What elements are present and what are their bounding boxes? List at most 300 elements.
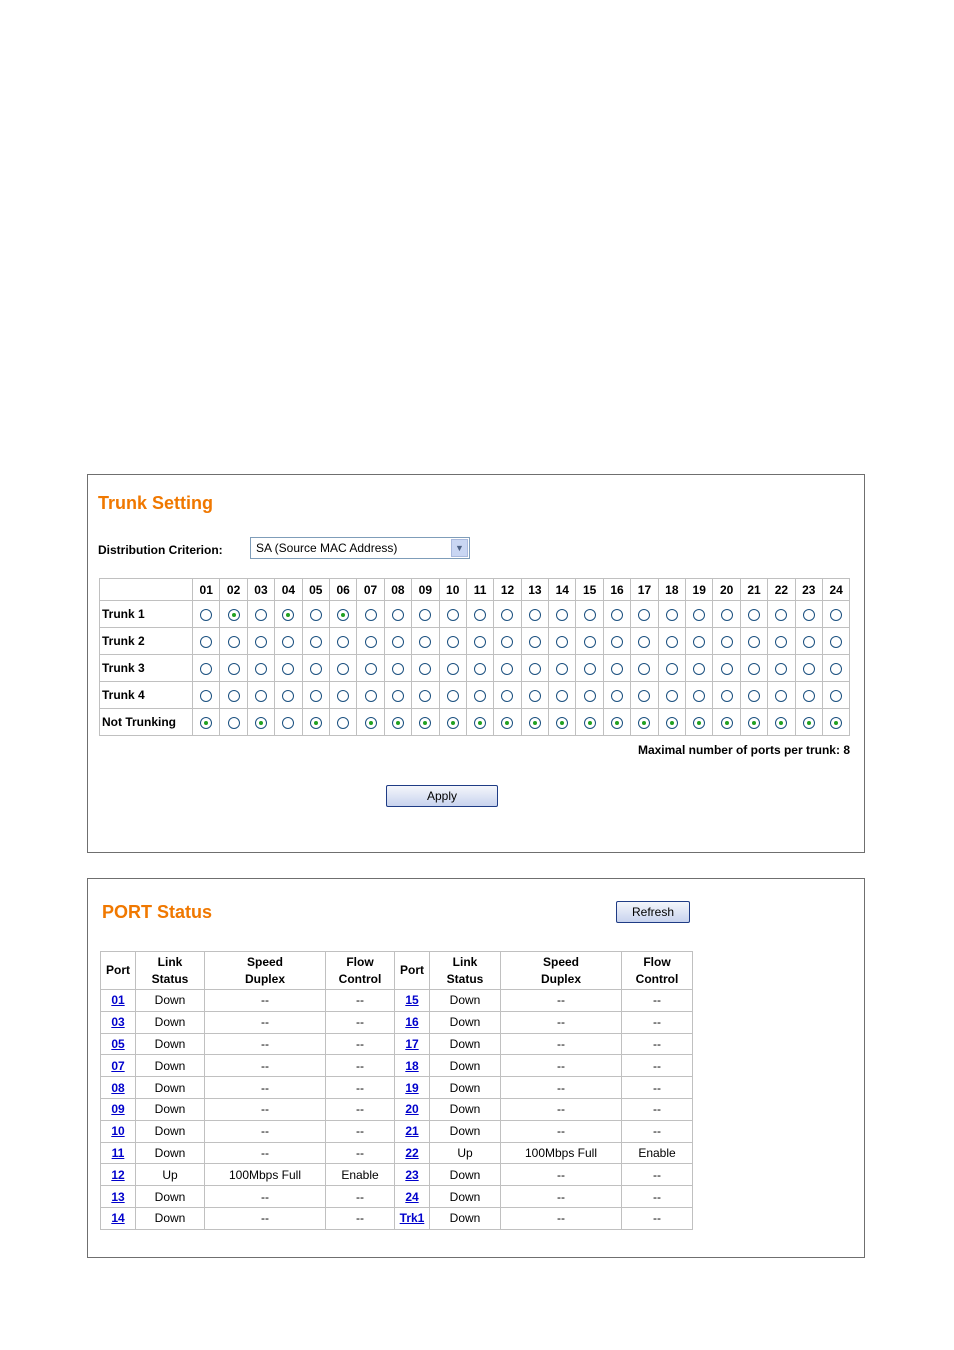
link-status-cell: Down	[136, 1142, 205, 1164]
trunk-port-radio[interactable]	[830, 663, 842, 675]
trunk-port-radio[interactable]	[748, 690, 760, 702]
trunk-port-radio[interactable]	[529, 663, 541, 675]
chevron-down-icon[interactable]: ▼	[451, 539, 468, 557]
trunk-port-radio[interactable]	[419, 690, 431, 702]
trunk-port-radio[interactable]	[310, 609, 322, 621]
trunk-port-radio[interactable]	[228, 690, 240, 702]
port-cell	[395, 1077, 430, 1099]
port-link[interactable]: 20	[405, 1102, 419, 1117]
flow-control-cell: --	[622, 1033, 693, 1055]
trunk-row	[100, 655, 850, 682]
port-link[interactable]: 18	[405, 1058, 419, 1073]
port-cell	[395, 1207, 430, 1229]
trunk-port-radio[interactable]	[611, 636, 623, 648]
trunk-port-radio[interactable]	[501, 717, 513, 729]
trunk-port-radio[interactable]	[255, 609, 267, 621]
trunk-cell	[439, 709, 466, 736]
trunk-port-radio[interactable]	[775, 663, 787, 675]
trunk-cell	[658, 628, 685, 655]
table-row	[101, 1142, 693, 1164]
trunk-port-radio[interactable]	[282, 717, 294, 729]
trunk-port-radio[interactable]	[310, 663, 322, 675]
trunk-port-radio[interactable]	[556, 609, 568, 621]
link-status-cell: Down	[430, 990, 501, 1012]
trunk-port-radio[interactable]	[419, 636, 431, 648]
trunk-port-radio[interactable]	[611, 663, 623, 675]
apply-button[interactable]: Apply	[386, 785, 498, 807]
flow-control-cell: --	[622, 1186, 693, 1208]
port-link[interactable]: 24	[405, 1189, 419, 1204]
trunk-port-radio[interactable]	[638, 636, 650, 648]
trunk-cell	[576, 655, 603, 682]
port-link[interactable]: 21	[405, 1124, 419, 1139]
flow-control-cell: Enable	[326, 1164, 395, 1186]
port-link[interactable]: Trk1	[399, 1211, 425, 1226]
trunk-port-radio[interactable]	[447, 717, 459, 729]
trunk-port-radio[interactable]	[830, 609, 842, 621]
trunk-cell	[494, 682, 521, 709]
trunk-port-radio[interactable]	[556, 690, 568, 702]
port-link[interactable]: 15	[405, 993, 419, 1008]
port-link[interactable]: 22	[405, 1145, 419, 1160]
trunk-cell	[822, 601, 849, 628]
link-status-cell: Down	[430, 1186, 501, 1208]
trunk-cell	[795, 601, 822, 628]
port-cell	[395, 1055, 430, 1077]
trunk-port-radio[interactable]	[529, 690, 541, 702]
port-cell	[395, 1098, 430, 1120]
trunk-port-radio[interactable]	[638, 690, 650, 702]
trunk-port-radio[interactable]	[365, 717, 377, 729]
trunk-cell	[576, 601, 603, 628]
trunk-cell	[713, 628, 740, 655]
link-status-cell: Down	[430, 1207, 501, 1229]
trunk-row	[100, 628, 850, 655]
link-status-cell: Down	[136, 1055, 205, 1077]
trunk-cell	[357, 601, 384, 628]
trunk-port-radio[interactable]	[693, 717, 705, 729]
trunk-port-radio[interactable]	[447, 609, 459, 621]
trunk-cell	[357, 655, 384, 682]
port-link[interactable]: 09	[111, 1102, 125, 1117]
trunk-port-radio[interactable]	[584, 663, 596, 675]
trunk-cell	[494, 709, 521, 736]
port-link[interactable]: 14	[111, 1211, 125, 1226]
trunk-cell	[302, 655, 329, 682]
trunk-port-radio[interactable]	[337, 609, 349, 621]
trunk-cell	[247, 709, 274, 736]
trunk-port-radio[interactable]	[584, 717, 596, 729]
port-cell	[395, 1186, 430, 1208]
trunk-cell	[193, 655, 220, 682]
flow-control-cell: --	[326, 1077, 395, 1099]
trunk-setting-title: Trunk Setting	[98, 493, 214, 513]
trunk-port-radio[interactable]	[611, 609, 623, 621]
trunk-cell	[549, 655, 576, 682]
trunk-cell	[631, 628, 658, 655]
col-link-status-2-l2: Status	[446, 971, 484, 986]
flow-control-cell: --	[326, 1142, 395, 1164]
trunk-port-radio[interactable]	[392, 690, 404, 702]
trunk-row-label: Trunk 2	[100, 628, 193, 655]
trunk-port-radio[interactable]	[447, 636, 459, 648]
trunk-port-radio[interactable]	[748, 609, 760, 621]
flow-control-cell: --	[622, 1120, 693, 1142]
port-link[interactable]: 23	[405, 1167, 419, 1182]
trunk-port-radio[interactable]	[638, 663, 650, 675]
trunk-row-label: Trunk 3	[100, 655, 193, 682]
trunk-port-radio[interactable]	[638, 717, 650, 729]
trunk-cell	[740, 628, 767, 655]
port-cell	[395, 1011, 430, 1033]
trunk-port-radio[interactable]	[255, 636, 267, 648]
trunk-cell	[302, 682, 329, 709]
trunk-row-label: Trunk 1	[100, 601, 193, 628]
trunk-port-radio[interactable]	[228, 717, 240, 729]
trunk-port-header: 18	[658, 579, 685, 601]
trunk-port-radio[interactable]	[447, 690, 459, 702]
trunk-port-radio[interactable]	[365, 609, 377, 621]
trunk-cell	[412, 655, 439, 682]
trunk-port-radio[interactable]	[748, 636, 760, 648]
trunk-port-radio[interactable]	[474, 636, 486, 648]
port-cell	[395, 1164, 430, 1186]
flow-control-cell: --	[326, 1011, 395, 1033]
trunk-port-radio[interactable]	[337, 717, 349, 729]
trunk-port-radio[interactable]	[529, 636, 541, 648]
port-cell	[395, 1120, 430, 1142]
col-speed-duplex-l2: Duplex	[244, 971, 285, 986]
trunk-row	[100, 601, 850, 628]
trunk-port-radio[interactable]	[775, 717, 787, 729]
col-link-status-2	[430, 952, 501, 990]
col-flow-control-2-l1: Flow	[643, 954, 671, 969]
trunk-cell	[329, 682, 356, 709]
trunk-port-radio[interactable]	[282, 663, 294, 675]
link-status-cell: Down	[430, 1098, 501, 1120]
trunk-cell	[713, 709, 740, 736]
trunk-row	[100, 682, 850, 709]
link-status-cell: Down	[430, 1077, 501, 1099]
trunk-cell	[631, 682, 658, 709]
col-speed-duplex-2-l2: Duplex	[540, 971, 581, 986]
port-link[interactable]: 19	[405, 1080, 419, 1095]
trunk-port-radio[interactable]	[255, 690, 267, 702]
port-cell	[101, 1098, 136, 1120]
trunk-port-radio[interactable]	[200, 663, 212, 675]
trunk-port-radio[interactable]	[693, 663, 705, 675]
trunk-port-radio[interactable]	[337, 636, 349, 648]
trunk-port-radio[interactable]	[474, 663, 486, 675]
port-cell	[101, 1186, 136, 1208]
trunk-port-radio[interactable]	[721, 636, 733, 648]
port-cell	[101, 1207, 136, 1229]
col-speed-duplex-2	[501, 952, 622, 990]
trunk-port-radio[interactable]	[693, 609, 705, 621]
trunk-port-radio[interactable]	[584, 609, 596, 621]
table-row	[101, 1164, 693, 1186]
trunk-cell	[603, 655, 630, 682]
trunk-port-radio[interactable]	[392, 717, 404, 729]
col-link-status	[136, 952, 205, 990]
trunk-port-radio[interactable]	[611, 717, 623, 729]
trunk-cell	[795, 709, 822, 736]
port-cell	[101, 1164, 136, 1186]
trunk-port-radio[interactable]	[419, 609, 431, 621]
trunk-port-radio[interactable]	[365, 636, 377, 648]
port-cell	[395, 1142, 430, 1164]
trunk-cell	[521, 601, 548, 628]
trunk-port-radio[interactable]	[501, 636, 513, 648]
speed-duplex-cell: --	[205, 1142, 326, 1164]
flow-control-cell: --	[622, 1055, 693, 1077]
trunk-cell	[631, 601, 658, 628]
trunk-port-radio[interactable]	[748, 717, 760, 729]
port-link[interactable]: 01	[111, 993, 125, 1008]
trunk-port-header: 14	[549, 579, 576, 601]
trunk-cell	[275, 682, 302, 709]
trunk-cell	[412, 601, 439, 628]
trunk-port-radio[interactable]	[556, 663, 568, 675]
speed-duplex-cell: --	[501, 1164, 622, 1186]
trunk-port-radio[interactable]	[200, 636, 212, 648]
port-link[interactable]: 07	[111, 1058, 125, 1073]
trunk-port-radio[interactable]	[447, 663, 459, 675]
trunk-port-radio[interactable]	[200, 690, 212, 702]
trunk-port-radio[interactable]	[556, 717, 568, 729]
trunk-port-radio[interactable]	[721, 609, 733, 621]
trunk-port-radio[interactable]	[310, 690, 322, 702]
link-status-cell: Down	[136, 1186, 205, 1208]
trunk-port-radio[interactable]	[501, 663, 513, 675]
trunk-port-radio[interactable]	[282, 609, 294, 621]
trunk-port-header: 21	[740, 579, 767, 601]
speed-duplex-cell: --	[205, 1033, 326, 1055]
trunk-port-radio[interactable]	[775, 690, 787, 702]
trunk-port-radio[interactable]	[830, 717, 842, 729]
trunk-port-radio[interactable]	[310, 717, 322, 729]
trunk-port-radio[interactable]	[501, 690, 513, 702]
flow-control-cell: --	[326, 1055, 395, 1077]
trunk-cell	[439, 655, 466, 682]
trunk-cell	[686, 709, 713, 736]
table-row	[101, 1011, 693, 1033]
trunk-cell	[329, 628, 356, 655]
trunk-cell	[193, 601, 220, 628]
port-link[interactable]: 16	[405, 1015, 419, 1030]
trunk-cell	[631, 709, 658, 736]
trunk-port-radio[interactable]	[392, 609, 404, 621]
trunk-port-radio[interactable]	[529, 717, 541, 729]
trunk-port-radio[interactable]	[337, 690, 349, 702]
trunk-port-radio[interactable]	[474, 690, 486, 702]
trunk-port-radio[interactable]	[721, 717, 733, 729]
col-flow-control	[326, 952, 395, 990]
port-link[interactable]: 12	[111, 1167, 125, 1182]
trunk-port-radio[interactable]	[803, 663, 815, 675]
link-status-cell: Down	[430, 1120, 501, 1142]
trunk-port-radio[interactable]	[501, 609, 513, 621]
flow-control-cell: --	[326, 1186, 395, 1208]
flow-control-cell: --	[326, 1207, 395, 1229]
port-cell	[101, 1120, 136, 1142]
trunk-port-radio[interactable]	[200, 717, 212, 729]
flow-control-cell: --	[622, 990, 693, 1012]
trunk-port-radio[interactable]	[419, 663, 431, 675]
speed-duplex-cell: --	[501, 1077, 622, 1099]
speed-duplex-cell: --	[501, 1098, 622, 1120]
trunk-port-header: 05	[302, 579, 329, 601]
trunk-port-radio[interactable]	[721, 663, 733, 675]
port-link[interactable]: 10	[111, 1124, 125, 1139]
trunk-port-radio[interactable]	[282, 636, 294, 648]
trunk-cell	[822, 655, 849, 682]
trunk-port-radio[interactable]	[310, 636, 322, 648]
trunk-port-radio[interactable]	[830, 636, 842, 648]
trunk-port-radio[interactable]	[666, 663, 678, 675]
trunk-port-radio[interactable]	[419, 717, 431, 729]
speed-duplex-cell: --	[205, 1011, 326, 1033]
port-link[interactable]: 08	[111, 1080, 125, 1095]
port-link[interactable]: 05	[111, 1036, 125, 1051]
trunk-cell	[549, 709, 576, 736]
trunk-port-radio[interactable]	[748, 663, 760, 675]
trunk-port-radio[interactable]	[282, 690, 294, 702]
trunk-cell	[603, 601, 630, 628]
trunk-port-radio[interactable]	[803, 609, 815, 621]
port-cell	[101, 1142, 136, 1164]
col-port-2: Port	[395, 952, 430, 990]
trunk-cell	[768, 682, 795, 709]
trunk-port-radio[interactable]	[228, 609, 240, 621]
speed-duplex-cell: --	[501, 1011, 622, 1033]
flow-control-cell: Enable	[622, 1142, 693, 1164]
trunk-cell	[247, 601, 274, 628]
trunk-port-radio[interactable]	[200, 609, 212, 621]
trunk-cell	[302, 628, 329, 655]
speed-duplex-cell: --	[501, 1120, 622, 1142]
trunk-port-radio[interactable]	[365, 690, 377, 702]
trunk-cell	[603, 628, 630, 655]
port-cell	[101, 1055, 136, 1077]
trunk-port-radio[interactable]	[666, 717, 678, 729]
trunk-port-radio[interactable]	[830, 690, 842, 702]
trunk-port-radio[interactable]	[666, 609, 678, 621]
trunk-port-header: 15	[576, 579, 603, 601]
trunk-cell	[494, 628, 521, 655]
refresh-button[interactable]: Refresh	[616, 901, 690, 923]
trunk-cell	[795, 628, 822, 655]
trunk-cell	[603, 709, 630, 736]
trunk-port-radio[interactable]	[693, 636, 705, 648]
trunk-cell	[822, 682, 849, 709]
trunk-port-radio[interactable]	[666, 636, 678, 648]
trunk-port-radio[interactable]	[693, 690, 705, 702]
trunk-cell	[549, 628, 576, 655]
port-link[interactable]: 03	[111, 1015, 125, 1030]
table-row	[101, 1033, 693, 1055]
trunk-cell	[686, 601, 713, 628]
trunk-port-header: 17	[631, 579, 658, 601]
link-status-cell: Down	[136, 1033, 205, 1055]
trunk-port-radio[interactable]	[255, 663, 267, 675]
trunk-cell	[247, 682, 274, 709]
speed-duplex-cell: --	[501, 1055, 622, 1077]
trunk-port-radio[interactable]	[337, 663, 349, 675]
port-link[interactable]: 11	[111, 1145, 125, 1160]
trunk-cell	[275, 601, 302, 628]
trunk-cell	[384, 655, 411, 682]
trunk-port-radio[interactable]	[611, 690, 623, 702]
link-status-cell: Down	[136, 1120, 205, 1142]
trunk-port-radio[interactable]	[584, 690, 596, 702]
speed-duplex-cell: --	[501, 1186, 622, 1208]
trunk-port-radio[interactable]	[228, 663, 240, 675]
trunk-port-radio[interactable]	[392, 663, 404, 675]
trunk-port-header: 11	[466, 579, 493, 601]
trunk-port-radio[interactable]	[775, 636, 787, 648]
trunk-cell	[494, 601, 521, 628]
trunk-port-radio[interactable]	[803, 690, 815, 702]
port-cell	[101, 990, 136, 1012]
distribution-criterion-value: SA (Source MAC Address)	[256, 541, 398, 555]
trunk-port-header: 07	[357, 579, 384, 601]
trunk-port-radio[interactable]	[392, 636, 404, 648]
speed-duplex-cell: --	[205, 1055, 326, 1077]
trunk-cell	[576, 709, 603, 736]
port-cell	[101, 1077, 136, 1099]
trunk-cell	[466, 682, 493, 709]
distribution-criterion-select[interactable]	[250, 537, 470, 559]
trunk-cell	[439, 628, 466, 655]
flow-control-cell: --	[622, 1011, 693, 1033]
trunk-cell	[466, 655, 493, 682]
trunk-port-radio[interactable]	[556, 636, 568, 648]
trunk-port-radio[interactable]	[529, 609, 541, 621]
trunk-port-radio[interactable]	[803, 717, 815, 729]
col-link-status-l2: Status	[151, 971, 189, 986]
trunk-port-radio[interactable]	[584, 636, 596, 648]
trunk-cell	[768, 601, 795, 628]
speed-duplex-cell: --	[205, 1077, 326, 1099]
trunk-port-radio[interactable]	[775, 609, 787, 621]
link-status-cell: Down	[430, 1033, 501, 1055]
flow-control-cell: --	[622, 1164, 693, 1186]
trunk-cell	[220, 655, 247, 682]
port-link[interactable]: 17	[405, 1036, 419, 1051]
trunk-port-radio[interactable]	[803, 636, 815, 648]
trunk-cell	[603, 682, 630, 709]
port-cell	[395, 990, 430, 1012]
trunk-port-radio[interactable]	[474, 609, 486, 621]
trunk-port-radio[interactable]	[638, 609, 650, 621]
trunk-port-radio[interactable]	[474, 717, 486, 729]
trunk-port-radio[interactable]	[228, 636, 240, 648]
trunk-setting-panel	[87, 474, 865, 853]
speed-duplex-cell: --	[501, 1033, 622, 1055]
port-link[interactable]: 13	[111, 1189, 125, 1204]
trunk-cell	[384, 709, 411, 736]
trunk-port-radio[interactable]	[365, 663, 377, 675]
trunk-cell	[357, 682, 384, 709]
port-status-panel	[87, 878, 865, 1258]
trunk-port-radio[interactable]	[255, 717, 267, 729]
link-status-cell: Down	[136, 1077, 205, 1099]
trunk-port-radio[interactable]	[721, 690, 733, 702]
trunk-port-header: 12	[494, 579, 521, 601]
trunk-port-radio[interactable]	[666, 690, 678, 702]
trunk-port-header: 23	[795, 579, 822, 601]
